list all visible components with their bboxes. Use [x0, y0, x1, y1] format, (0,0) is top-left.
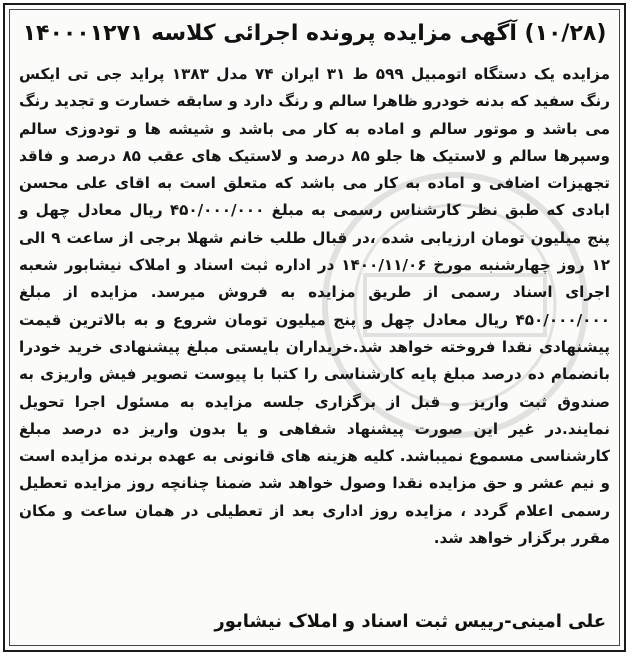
notice-frame: [3, 3, 626, 652]
notice-title: (۱۰/۲۸) آگهی مزایده پرونده اجرائی کلاسه ۱۴۰۰۰۱۲۷۱: [22, 21, 607, 46]
notice-body: مزایده یک دستگاه اتومبیل ۵۹۹ ط ۳۱ ایران ۷۴ مدل ۱۳۸۳ پراید جی تی ایکس رنگ سفید که بدنه خودرو ظاهرا سالم و رنگ دارد و سابقه خسارت و تجدید رنگ می باشد و موتور سالم و اماده به کار می باشد و شیشه ها و تودوزی سالم وسپرها سالم و لاستیک ها جلو ۸۵ درصد و لاستیک های عقب ۸۵ درصد و فاقد تجهیزات اضافی و اماده به کار می باشد که متعلق است به اقای علی محسن ابادی که طبق نظر کارشناس رسمی به مبلغ ۴۵۰/۰۰۰/۰۰۰ ریال معادل چهل و پنج میلیون تومان ارزیابی شده ،در قبال طلب خانم شهلا برجی از ساعت ۹ الی ۱۲ روز چهارشنبه مورخ ۱۴۰۰/۱۱/۰۶ در اداره ثبت اسناد و املاک نیشابور شعبه اجرای اسناد رسمی از طریق مزایده به فروش میرسد. مزایده از مبلغ ۴۵۰/۰۰۰/۰۰۰ ریال معادل چهل و پنج میلیون تومان شروع و به بالاترین قیمت پیشنهادی نقدا فروخته خواهد شد.خریداران بایستی مبلغ پیشنهادی خرید خودرا بانضمام ده درصد مبلغ پایه کارشناسی را کتبا با پیوست تصویر فیش واریزی به صندوق ثبت واریز و قبل از برگزاری جلسه مزایده به مسئول اجرا تحویل نمایند.در غیر این صورت پیشنهاد شفاهی و یا بدون واریز ده درصد مبلغ کارشناسی مسموع نمیباشد. کلیه هزینه های قانونی به عهده برنده مزایده است و نیم عشر و حق مزایده نقدا وصول خواهد شد ضمنا چنانچه روز مزایده تعطیل رسمی اعلام گردد ، مزایده روز اداری بعد از تعطیلی در همان ساعت و مکان مقرر برگزار خواهد شد.: [19, 65, 611, 548]
notice-signature: علی امینی-رییس ثبت اسناد و املاک نیشابور: [214, 611, 606, 632]
